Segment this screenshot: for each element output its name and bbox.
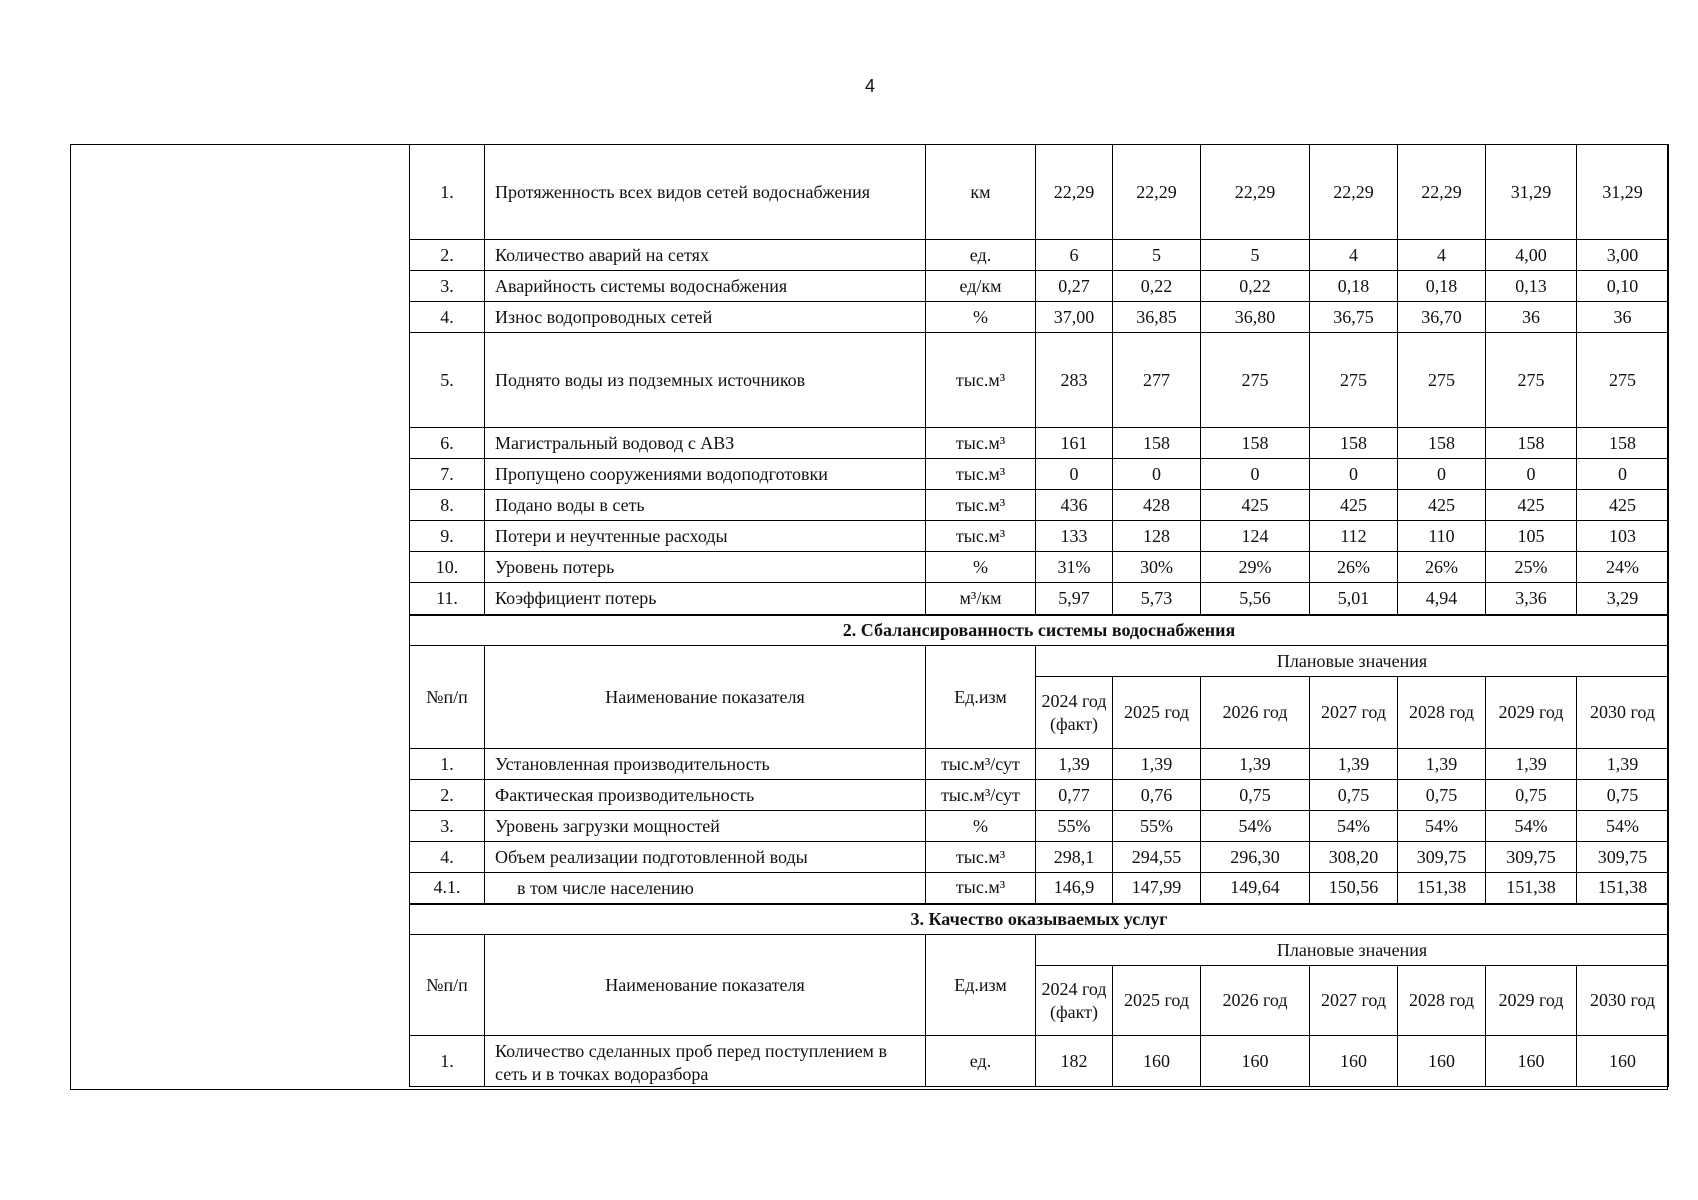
row-number: 2.: [410, 240, 485, 271]
value-cell: 6: [1036, 240, 1113, 271]
value-cell: 112: [1310, 521, 1398, 552]
value-cell: 309,75: [1398, 842, 1486, 873]
value-cell: 158: [1577, 428, 1669, 459]
indicator-name: Фактическая производительность: [485, 780, 926, 811]
value-cell: 128: [1113, 521, 1201, 552]
indicator-name: Поднято воды из подземных источников: [485, 333, 926, 428]
value-cell: 275: [1486, 333, 1577, 428]
table-row: [410, 873, 1669, 904]
value-cell: 36,80: [1201, 302, 1310, 333]
value-cell: 1,39: [1113, 749, 1201, 780]
row-number: 4.: [410, 842, 485, 873]
value-cell: 4,94: [1398, 583, 1486, 615]
value-cell: 26%: [1310, 552, 1398, 583]
col-header-year: 2026 год: [1201, 966, 1310, 1036]
table-row: [410, 333, 1669, 428]
unit: тыс.м³/сут: [926, 780, 1036, 811]
section-title-row: [410, 904, 1669, 935]
value-cell: 275: [1310, 333, 1398, 428]
table-row: [410, 271, 1669, 302]
page-number: 4: [864, 76, 875, 96]
value-cell: 0,75: [1486, 780, 1577, 811]
indicator-name: Коэффициент потерь: [485, 583, 926, 615]
value-cell: 3,29: [1577, 583, 1669, 615]
value-cell: 110: [1398, 521, 1486, 552]
row-number: 1.: [410, 1036, 485, 1087]
indicator-name: Количество сделанных проб перед поступлением в сеть и в точках водоразбора: [485, 1036, 926, 1087]
col-header-number: №п/п: [410, 646, 485, 749]
value-cell: 160: [1310, 1036, 1398, 1087]
section-title: 2. Сбалансированность системы водоснабжения: [410, 615, 1669, 646]
col-header-plan: Плановые значения: [1036, 935, 1669, 966]
row-number: 4.1.: [410, 873, 485, 904]
value-cell: 160: [1113, 1036, 1201, 1087]
row-number: 5.: [410, 333, 485, 428]
value-cell: 308,20: [1310, 842, 1398, 873]
value-cell: 149,64: [1201, 873, 1310, 904]
value-cell: 158: [1201, 428, 1310, 459]
value-cell: 30%: [1113, 552, 1201, 583]
row-number: 4.: [410, 302, 485, 333]
value-cell: 54%: [1310, 811, 1398, 842]
unit: ед/км: [926, 271, 1036, 302]
unit: %: [926, 302, 1036, 333]
value-cell: 4: [1310, 240, 1398, 271]
indicators-table: [409, 144, 1669, 1087]
value-cell: 105: [1486, 521, 1577, 552]
value-cell: 161: [1036, 428, 1113, 459]
value-cell: 4: [1398, 240, 1486, 271]
value-cell: 160: [1486, 1036, 1577, 1087]
value-cell: 294,55: [1113, 842, 1201, 873]
value-cell: 436: [1036, 490, 1113, 521]
col-header-year: 2027 год: [1310, 677, 1398, 749]
value-cell: 0: [1201, 459, 1310, 490]
col-header-year: 2028 год: [1398, 677, 1486, 749]
col-header-year: 2030 год: [1577, 677, 1669, 749]
col-header-unit: Ед.изм: [926, 646, 1036, 749]
value-cell: 36,85: [1113, 302, 1201, 333]
row-number: 9.: [410, 521, 485, 552]
col-header-year: 2024 год (факт): [1036, 677, 1113, 749]
value-cell: 182: [1036, 1036, 1113, 1087]
value-cell: 103: [1577, 521, 1669, 552]
unit: ед.: [926, 240, 1036, 271]
value-cell: 425: [1486, 490, 1577, 521]
col-header-year: 2024 год (факт): [1036, 966, 1113, 1036]
value-cell: 1,39: [1486, 749, 1577, 780]
col-header-year: 2029 год: [1486, 966, 1577, 1036]
value-cell: 0,18: [1398, 271, 1486, 302]
value-cell: 425: [1310, 490, 1398, 521]
value-cell: 1,39: [1398, 749, 1486, 780]
value-cell: 1,39: [1201, 749, 1310, 780]
unit: тыс.м³: [926, 428, 1036, 459]
value-cell: 55%: [1113, 811, 1201, 842]
row-number: 7.: [410, 459, 485, 490]
unit: %: [926, 811, 1036, 842]
value-cell: 0,22: [1201, 271, 1310, 302]
value-cell: 147,99: [1113, 873, 1201, 904]
value-cell: 158: [1113, 428, 1201, 459]
value-cell: 0: [1113, 459, 1201, 490]
table-row: [410, 145, 1669, 240]
value-cell: 29%: [1201, 552, 1310, 583]
col-header-year: 2027 год: [1310, 966, 1398, 1036]
value-cell: 158: [1398, 428, 1486, 459]
value-cell: 151,38: [1398, 873, 1486, 904]
value-cell: 22,29: [1201, 145, 1310, 240]
value-cell: 54%: [1486, 811, 1577, 842]
indicator-name: Потери и неучтенные расходы: [485, 521, 926, 552]
value-cell: 160: [1577, 1036, 1669, 1087]
value-cell: 5,97: [1036, 583, 1113, 615]
col-header-year: 2029 год: [1486, 677, 1577, 749]
table-row: [410, 780, 1669, 811]
value-cell: 0: [1310, 459, 1398, 490]
row-number: 1.: [410, 749, 485, 780]
value-cell: 425: [1201, 490, 1310, 521]
unit: тыс.м³/сут: [926, 749, 1036, 780]
value-cell: 36,70: [1398, 302, 1486, 333]
indicator-name: Магистральный водовод с АВЗ: [485, 428, 926, 459]
value-cell: 1,39: [1310, 749, 1398, 780]
value-cell: 5: [1201, 240, 1310, 271]
value-cell: 1,39: [1036, 749, 1113, 780]
unit: тыс.м³: [926, 521, 1036, 552]
value-cell: 3,36: [1486, 583, 1577, 615]
value-cell: 54%: [1398, 811, 1486, 842]
value-cell: 151,38: [1486, 873, 1577, 904]
value-cell: 160: [1201, 1036, 1310, 1087]
col-header-year: 2026 год: [1201, 677, 1310, 749]
table-row: [410, 749, 1669, 780]
value-cell: 0,75: [1398, 780, 1486, 811]
table-row: [410, 459, 1669, 490]
value-cell: 5,01: [1310, 583, 1398, 615]
value-cell: 22,29: [1036, 145, 1113, 240]
value-cell: 0: [1398, 459, 1486, 490]
value-cell: 133: [1036, 521, 1113, 552]
value-cell: 22,29: [1113, 145, 1201, 240]
value-cell: 124: [1201, 521, 1310, 552]
col-header-year: 2025 год: [1113, 677, 1201, 749]
table-row: [410, 302, 1669, 333]
value-cell: 55%: [1036, 811, 1113, 842]
value-cell: 0,77: [1036, 780, 1113, 811]
header-row: [410, 935, 1669, 966]
value-cell: 24%: [1577, 552, 1669, 583]
unit: м³/км: [926, 583, 1036, 615]
section-title-row: [410, 615, 1669, 646]
col-header-year: 2028 год: [1398, 966, 1486, 1036]
value-cell: 0: [1486, 459, 1577, 490]
value-cell: 37,00: [1036, 302, 1113, 333]
indicator-name: Протяженность всех видов сетей водоснабжения: [485, 145, 926, 240]
value-cell: 0,75: [1310, 780, 1398, 811]
col-header-year: 2025 год: [1113, 966, 1201, 1036]
indicator-name: Установленная производительность: [485, 749, 926, 780]
table-row: [410, 240, 1669, 271]
value-cell: 160: [1398, 1036, 1486, 1087]
value-cell: 151,38: [1577, 873, 1669, 904]
unit: км: [926, 145, 1036, 240]
indicator-name: в том числе населению: [485, 873, 926, 904]
value-cell: 3,00: [1577, 240, 1669, 271]
value-cell: 425: [1577, 490, 1669, 521]
value-cell: 275: [1398, 333, 1486, 428]
indicator-name: Износ водопроводных сетей: [485, 302, 926, 333]
table-row: [410, 552, 1669, 583]
value-cell: 0,22: [1113, 271, 1201, 302]
section-title: 3. Качество оказываемых услуг: [410, 904, 1669, 935]
value-cell: 0,13: [1486, 271, 1577, 302]
value-cell: 298,1: [1036, 842, 1113, 873]
unit: ед.: [926, 1036, 1036, 1087]
table-row: [410, 428, 1669, 459]
col-header-year: 2030 год: [1577, 966, 1669, 1036]
unit: тыс.м³: [926, 842, 1036, 873]
value-cell: 0,10: [1577, 271, 1669, 302]
value-cell: 158: [1310, 428, 1398, 459]
value-cell: 0,18: [1310, 271, 1398, 302]
value-cell: 275: [1577, 333, 1669, 428]
value-cell: 31,29: [1486, 145, 1577, 240]
row-number: 2.: [410, 780, 485, 811]
unit: тыс.м³: [926, 490, 1036, 521]
header-row: [410, 646, 1669, 677]
value-cell: 0,27: [1036, 271, 1113, 302]
value-cell: 54%: [1201, 811, 1310, 842]
unit: тыс.м³: [926, 333, 1036, 428]
indicator-name: Уровень загрузки мощностей: [485, 811, 926, 842]
value-cell: 158: [1486, 428, 1577, 459]
value-cell: 146,9: [1036, 873, 1113, 904]
row-number: 3.: [410, 271, 485, 302]
col-header-name: Наименование показателя: [485, 935, 926, 1036]
value-cell: 25%: [1486, 552, 1577, 583]
value-cell: 36: [1486, 302, 1577, 333]
row-number: 1.: [410, 145, 485, 240]
value-cell: 309,75: [1577, 842, 1669, 873]
table-row: [410, 842, 1669, 873]
value-cell: 296,30: [1201, 842, 1310, 873]
value-cell: 5: [1113, 240, 1201, 271]
value-cell: 5,73: [1113, 583, 1201, 615]
value-cell: 31,29: [1577, 145, 1669, 240]
value-cell: 428: [1113, 490, 1201, 521]
indicator-name: Количество аварий на сетях: [485, 240, 926, 271]
value-cell: 150,56: [1310, 873, 1398, 904]
indicator-name: Пропущено сооружениями водоподготовки: [485, 459, 926, 490]
table-row: [410, 583, 1669, 615]
table-row: [410, 1036, 1669, 1087]
row-number: 10.: [410, 552, 485, 583]
indicator-name: Подано воды в сеть: [485, 490, 926, 521]
indicator-name: Аварийность системы водоснабжения: [485, 271, 926, 302]
value-cell: 4,00: [1486, 240, 1577, 271]
value-cell: 283: [1036, 333, 1113, 428]
value-cell: 425: [1398, 490, 1486, 521]
row-number: 8.: [410, 490, 485, 521]
value-cell: 22,29: [1398, 145, 1486, 240]
value-cell: 309,75: [1486, 842, 1577, 873]
value-cell: 275: [1201, 333, 1310, 428]
col-header-number: №п/п: [410, 935, 485, 1036]
value-cell: 0,76: [1113, 780, 1201, 811]
col-header-plan: Плановые значения: [1036, 646, 1669, 677]
indicator-name: Уровень потерь: [485, 552, 926, 583]
value-cell: 22,29: [1310, 145, 1398, 240]
col-header-name: Наименование показателя: [485, 646, 926, 749]
value-cell: 0,75: [1577, 780, 1669, 811]
indicator-name: Объем реализации подготовленной воды: [485, 842, 926, 873]
table-row: [410, 521, 1669, 552]
value-cell: 36: [1577, 302, 1669, 333]
value-cell: 26%: [1398, 552, 1486, 583]
value-cell: 0: [1036, 459, 1113, 490]
value-cell: 277: [1113, 333, 1201, 428]
row-number: 3.: [410, 811, 485, 842]
table-row: [410, 490, 1669, 521]
value-cell: 36,75: [1310, 302, 1398, 333]
unit: тыс.м³: [926, 459, 1036, 490]
value-cell: 0,75: [1201, 780, 1310, 811]
row-number: 6.: [410, 428, 485, 459]
value-cell: 31%: [1036, 552, 1113, 583]
value-cell: 0: [1577, 459, 1669, 490]
value-cell: 1,39: [1577, 749, 1669, 780]
table-row: [410, 811, 1669, 842]
row-number: 11.: [410, 583, 485, 615]
unit: %: [926, 552, 1036, 583]
unit: тыс.м³: [926, 873, 1036, 904]
value-cell: 5,56: [1201, 583, 1310, 615]
col-header-unit: Ед.изм: [926, 935, 1036, 1036]
value-cell: 54%: [1577, 811, 1669, 842]
